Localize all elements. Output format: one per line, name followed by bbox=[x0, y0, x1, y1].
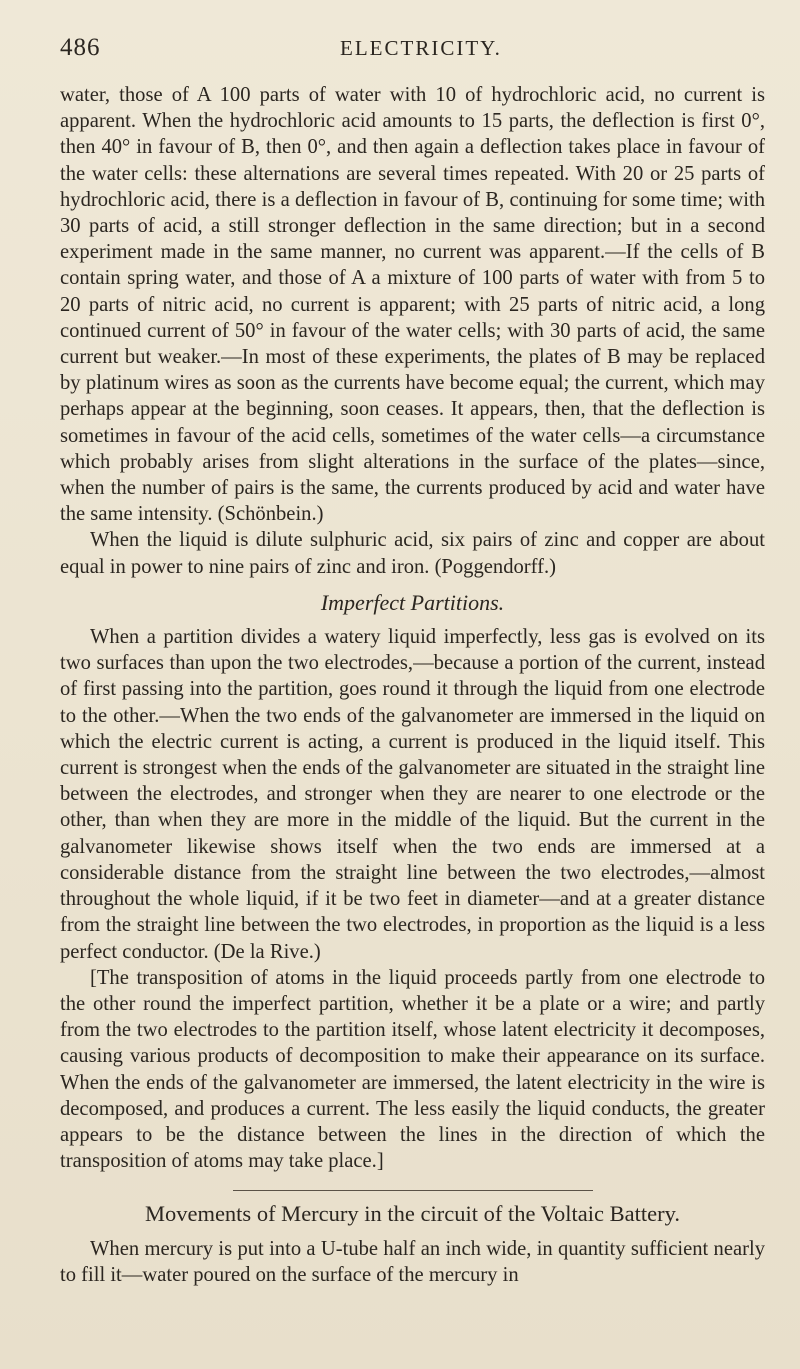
paragraph-mercury: When mercury is put into a U-tube half an inch wide, in quantity sufficient nearly to fill it—water poured on the surface of the mercury in bbox=[60, 1237, 765, 1286]
section-heading-movements-of-mercury: Movements of Mercury in the circuit of the Voltaic Battery. bbox=[144, 1201, 681, 1227]
paragraph-poggendorff: When the liquid is dilute sulphuric acid, six pairs of zinc and copper are about equal in power to nine pairs of zinc and iron. (Poggendorff.) bbox=[60, 529, 765, 578]
section-divider-rule bbox=[233, 1190, 593, 1191]
page-number: 486 bbox=[60, 34, 101, 61]
paragraph-continued: water, those of A 100 parts of water with 10 of hydrochloric acid, no current is apparent. When the hydrochloric acid amounts to 15 parts, the deflection is first 0°, then 40° in favour of B, then 0°, and then again a deflection takes place in favour of the water cells: these alternations are several times repeated. With 20 or 25 parts of hydrochloric acid, there is a deflection in favour of B, continuing for some time; with 30 parts of acid, a still stronger deflection in the same direction; but in a second experiment made in the same manner, no current was apparent.—If the cells of B contain spring water, and those of A a mixture of 100 parts of water with from 5 to 20 parts of nitric acid, no current is apparent; with 25 parts of nitric acid, a long continued current of 50° in favour of the water cells; with 30 parts of acid, the same current but weaker.—In most of these experiments, the plates of B may be replaced by platinum wires as soon as the currents have become equal; the current, which may perhaps appear at the beginning, soon ceases. It appears, then, that the deflection is sometimes in favour of the acid cells, sometimes of the water cells—a circumstance which probably arises from slight alterations in the surface of the plates—since, when the number of pairs is the same, the currents produced by acid and water have the same intensity. (Schönbein.) bbox=[60, 84, 765, 526]
running-head: ELECTRICITY. bbox=[340, 36, 502, 60]
paragraph-partition: When a partition divides a watery liquid imperfectly, less gas is evolved on its two surfaces than upon the two electrodes,—because a portion of the current, instead of first passing into the partition, goes round it through the liquid from one electrode to the other.—When the two ends of the galvanometer are immersed in the liquid on which the electric current is acting, a current is produced in the liquid itself. This current is strongest when the ends of the galvanometer are situated in the straight line between the electrodes, and stronger when they are nearer to one electrode or the other, than when they are more in the middle of the liquid. But the current in the galvanometer likewise shows itself when the two ends are immersed at a considerable distance from the straight line between the two electrodes,—almost throughout the whole liquid, if it be two feet in diameter—and at a greater distance from the straight line between the two electrodes, in proportion as the liquid is a less perfect conductor. (De la Rive.) bbox=[60, 626, 765, 963]
paragraph-transposition: [The transposition of atoms in the liquid proceeds partly from one electrode to the other round the imperfect partition, whether it be a plate or a wire; and partly from the two electrodes to the partition itself, whose latent electricity it decomposes, causing various products of decomposition to make their appearance on its surface. When the ends of the galvanometer are immersed, the latent electricity in the wire is decomposed, and produces a current. The less easily the liquid conducts, the greater appears to be the distance between the lines in the direction of which the transposition of atoms may take place.] bbox=[60, 966, 765, 1173]
page-header bbox=[60, 34, 760, 64]
page-body bbox=[60, 82, 765, 1288]
section-heading-imperfect-partitions: Imperfect Partitions. bbox=[320, 589, 505, 615]
